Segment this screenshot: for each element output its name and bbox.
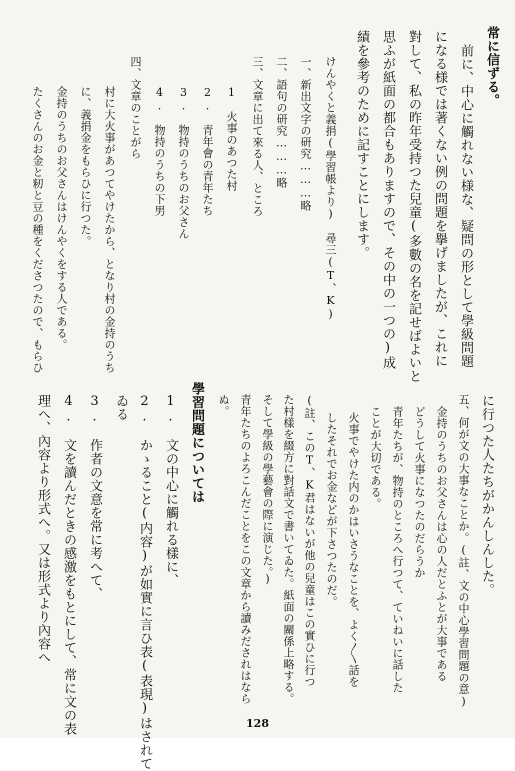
top-line-17: 金持のうちのお父さんはけんやくをする人である。	[55, 86, 68, 351]
bottom-line-5: ことが大切である。	[369, 406, 382, 510]
top-line-16: に、義捐金をもらひに行つた。	[79, 86, 92, 247]
bottom-line-0: に行つた人たちがかんしんした。	[479, 394, 494, 597]
top-line-8: 二、語句の研究………略	[275, 56, 288, 189]
bottom-line-19: 理へ、內容より形式へ。又は形式より內容へ	[35, 394, 50, 664]
top-line-2: になる様では著くない例の問題を擧げましたが、これに	[432, 30, 447, 368]
top-line-13: 4. 物持のうちの下男	[153, 86, 166, 217]
bottom-line-8: (註、このT、K君はないが他の兒童はこの實ひに行つ	[303, 394, 316, 688]
page-number: 128	[246, 717, 269, 730]
top-line-3: 對して、私の昨年受持つた兒童(多數の名を記せばよいと	[406, 30, 421, 383]
top-line-11: 2. 青年會の青年たち	[201, 86, 214, 217]
bottom-line-2: 金持のうちのお父さんは心の人だとふとが大事である	[435, 406, 448, 682]
bottom-line-18: 4. 文を讀んだときの感激をもとにして、常に文の表	[61, 394, 76, 736]
bottom-line-14: 1. 文の中心に觸れる樣に、	[163, 394, 178, 587]
top-line-15: 村に大火事があつてやけたから、となり村の金持のうち	[103, 86, 116, 374]
top-line-18: たくさんのお金と籾と豆の種をくださつたので、もらひ	[31, 86, 44, 374]
top-line-6: けんやくと義捐(學習帳より) 尋三(T、K)	[324, 56, 337, 321]
top-line-9: 三、文章に出て來る人、ところ	[251, 56, 264, 217]
top-line-12: 3. 物持のうちのお父さん	[177, 86, 190, 240]
bottom-line-11: 青年たちのよろこんだことをこの文章から讀みだされはなら	[239, 394, 252, 705]
bottom-line-4: 青年たちが、物持のところへ行つて、ていねいに話した	[391, 406, 404, 694]
bottom-line-15: 2. かゝること(内容)が如實に言ひ表(表現)はされて	[137, 394, 152, 771]
bottom-line-9: た村樣を綴方に對話文で書いてゐた。紙面の關係上略する。	[282, 394, 295, 705]
top-line-7: 一、新出文字の研究………略	[299, 56, 312, 212]
bottom-line-3: どうして火事になつたのだらうか	[413, 406, 426, 579]
bottom-line-13: 學習問題については	[189, 382, 204, 504]
bottom-line-1: 五、何が文の大事なことか。(註、文の中心學習問題の意)	[457, 394, 470, 709]
top-line-0: 常に信ずる。	[484, 26, 499, 107]
bottom-line-16: ゐる	[113, 394, 128, 421]
bottom-line-10: そして學級の學藝會の際に演じた。)	[261, 394, 274, 586]
top-line-4: 思ふが紙面の都合もありますので、その中の一つの)成	[380, 30, 395, 370]
bottom-line-17: 3. 作者の文意を常に考へて、	[87, 394, 102, 601]
top-line-14: 四、文章のことがら	[129, 56, 142, 160]
top-line-1: 前に、中心に觸れない様な、疑問の形として學級問題	[458, 44, 473, 368]
bottom-line-7: したそれでお金などが下さつたのだ。	[325, 412, 338, 608]
bottom-line-6: 火事でやけた内のかはいさうなことを、よく〳〵話を	[347, 412, 360, 688]
top-line-5: 績を參考のために記すことにします。	[354, 30, 369, 260]
top-line-10: 1 火事のあつた村	[225, 86, 238, 192]
bottom-line-12: ぬ。	[217, 394, 230, 417]
